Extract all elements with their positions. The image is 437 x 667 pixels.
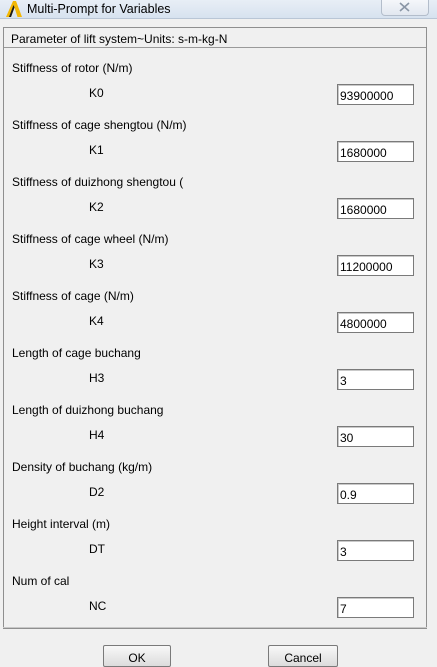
panel-header	[4, 28, 426, 48]
value-input-h3[interactable]	[337, 369, 414, 390]
ok-button[interactable]: OK	[103, 645, 171, 667]
prompt-label-dt: Height interval (m)	[12, 517, 111, 531]
var-name-k1: K1	[89, 143, 104, 157]
value-input-d2[interactable]	[337, 483, 414, 504]
value-input-k0[interactable]	[337, 84, 414, 105]
close-button[interactable]	[381, 0, 429, 16]
close-icon	[399, 2, 410, 12]
footer-divider	[3, 627, 427, 628]
value-input-k2[interactable]	[337, 198, 414, 219]
prompt-panel	[3, 27, 427, 629]
title-bar	[0, 0, 437, 19]
value-input-k1[interactable]	[337, 141, 414, 162]
var-name-h4: H4	[89, 428, 105, 442]
var-name-k0: K0	[89, 86, 104, 100]
prompt-label-h3: Length of cage buchang	[12, 346, 141, 360]
prompt-label-k3: Stiffness of cage wheel (N/m)	[12, 232, 169, 246]
var-name-dt: DT	[89, 542, 105, 556]
var-name-h3: H3	[89, 371, 105, 385]
prompt-label-d2: Density of buchang (kg/m)	[12, 460, 153, 474]
var-name-k2: K2	[89, 200, 104, 214]
prompt-label-k1: Stiffness of cage shengtou (N/m)	[12, 118, 187, 132]
var-name-k3: K3	[89, 257, 104, 271]
value-input-k4[interactable]	[337, 312, 414, 333]
value-input-k3[interactable]	[337, 255, 414, 276]
value-input-h4[interactable]	[337, 426, 414, 447]
var-name-d2: D2	[89, 485, 105, 499]
prompt-label-nc: Num of cal	[12, 574, 70, 588]
cancel-button[interactable]: Cancel	[268, 645, 338, 667]
prompt-label-k4: Stiffness of cage (N/m)	[12, 289, 134, 303]
prompt-label-h4: Length of duizhong buchang	[12, 403, 164, 417]
window-title: Multi-Prompt for Variables	[27, 2, 171, 16]
ansys-logo-icon	[6, 1, 22, 17]
var-name-nc: NC	[89, 599, 107, 613]
prompt-label-k2: Stiffness of duizhong shengtou (	[12, 175, 184, 189]
value-input-dt[interactable]	[337, 540, 414, 561]
panel-header-text: Parameter of lift system~Units: s-m-kg-N	[11, 32, 228, 46]
prompt-label-k0: Stiffness of rotor (N/m)	[12, 61, 133, 75]
var-name-k4: K4	[89, 314, 104, 328]
value-input-nc[interactable]	[337, 597, 414, 618]
